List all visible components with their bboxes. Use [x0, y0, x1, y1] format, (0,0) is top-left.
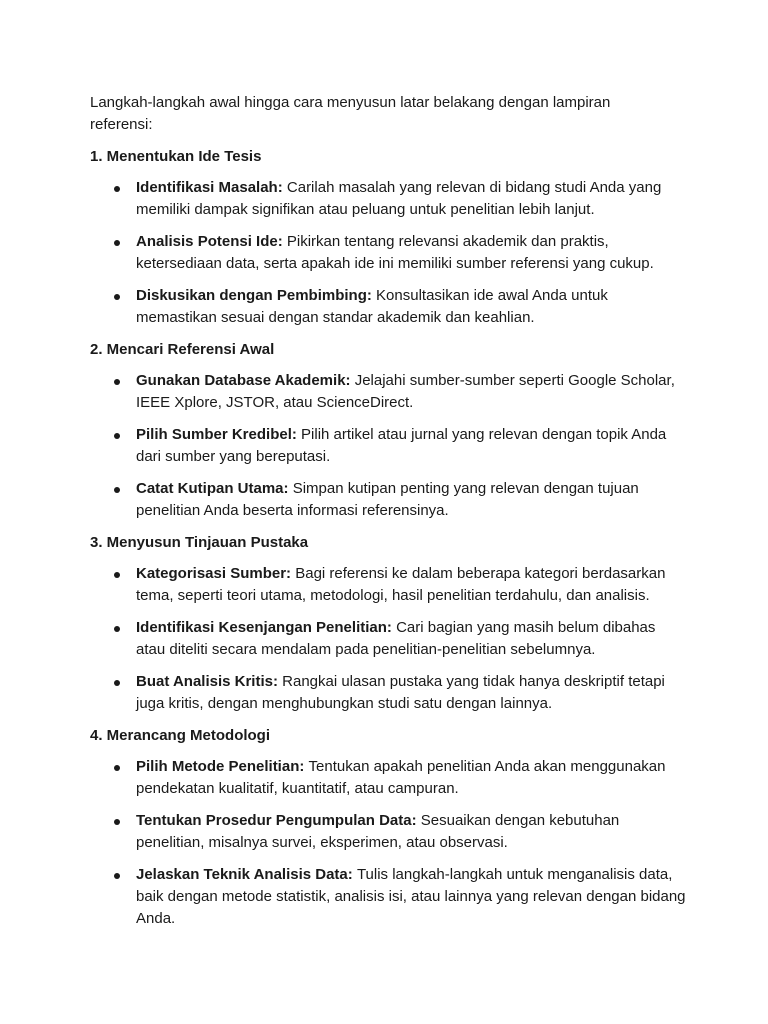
section-heading: 2. Mencari Referensi Awal [90, 341, 275, 358]
section-heading: 4. Merancang Metodologi [90, 727, 271, 744]
bullet-dot-icon [114, 294, 120, 300]
bullet-dot-icon [114, 680, 120, 686]
bullet-list [90, 177, 688, 329]
bullet-dot-icon [114, 433, 120, 439]
bullet-dot-icon [114, 873, 120, 879]
bullet-text: Bagi referensi ke dalam beberapa kategori berdasarkan tema, seperti teori utama, metodologi, hasil penelitian terdahulu, dan analisis. [136, 565, 666, 604]
bullet-text: Rangkai ulasan pustaka yang tidak hanya deskriptif tetapi juga kritis, dengan menghubungkan studi satu dengan lainnya. [136, 673, 665, 712]
bullet-list [90, 756, 688, 930]
section-1 [90, 146, 688, 329]
bullet-text: Tulis langkah-langkah untuk menganalisis data, baik dengan metode statistik, analisis isi, atau lainnya yang relevan dengan bidang Anda. [136, 866, 686, 927]
bullet-term: Pilih Sumber Kredibel: [136, 426, 302, 443]
bullet-term: Gunakan Database Akademik: [136, 372, 355, 389]
bullet-term: Catat Kutipan Utama: [136, 480, 293, 497]
list-item [90, 563, 688, 607]
bullet-text: Pilih artikel atau jurnal yang relevan dengan topik Anda dari sumber yang bereputasi. [136, 426, 667, 465]
bullet-dot-icon [114, 765, 120, 771]
bullet-text: Pikirkan tentang relevansi akademik dan praktis, ketersediaan data, serta apakah ide ini memiliki sumber referensi yang cukup. [136, 233, 654, 272]
section-heading: 1. Menentukan Ide Tesis [90, 148, 262, 165]
list-item [90, 671, 688, 715]
bullet-dot-icon [114, 572, 120, 578]
list-item [90, 424, 688, 468]
bullet-dot-icon [114, 819, 120, 825]
bullet-term: Jelaskan Teknik Analisis Data: [136, 866, 357, 883]
bullet-term: Diskusikan dengan Pembimbing: [136, 287, 377, 304]
bullet-term: Buat Analisis Kritis: [136, 673, 283, 690]
section-3 [90, 532, 688, 715]
section-heading: 3. Menyusun Tinjauan Pustaka [90, 534, 309, 551]
bullet-list [90, 370, 688, 522]
bullet-dot-icon [114, 240, 120, 246]
list-item [90, 285, 688, 329]
bullet-text: Jelajahi sumber-sumber seperti Google Scholar, IEEE Xplore, JSTOR, atau ScienceDirect. [136, 372, 675, 411]
section-2 [90, 339, 688, 522]
list-item [90, 370, 688, 414]
bullet-dot-icon [114, 186, 120, 192]
bullet-dot-icon [114, 379, 120, 385]
bullet-dot-icon [114, 626, 120, 632]
list-item [90, 177, 688, 221]
bullet-text: Carilah masalah yang relevan di bidang studi Anda yang memiliki dampak signifikan atau peluang untuk penelitian lebih lanjut. [136, 179, 662, 218]
list-item [90, 810, 688, 854]
list-item [90, 231, 688, 275]
bullet-term: Identifikasi Kesenjangan Penelitian: [136, 619, 397, 636]
list-item [90, 478, 688, 522]
bullet-term: Identifikasi Masalah: [136, 179, 287, 196]
bullet-text: Konsultasikan ide awal Anda untuk memastikan sesuai dengan standar akademik dan keahlian. [136, 287, 608, 326]
bullet-term: Kategorisasi Sumber: [136, 565, 296, 582]
bullet-text: Simpan kutipan penting yang relevan dengan tujuan penelitian Anda beserta informasi referensinya. [136, 480, 639, 519]
bullet-dot-icon [114, 487, 120, 493]
section-4 [90, 725, 688, 930]
bullet-text: Tentukan apakah penelitian Anda akan menggunakan pendekatan kualitatif, kuantitatif, atau campuran. [136, 758, 666, 797]
bullet-term: Pilih Metode Penelitian: [136, 758, 309, 775]
bullet-text: Sesuaikan dengan kebutuhan penelitian, misalnya survei, eksperimen, atau observasi. [136, 812, 620, 851]
bullet-term: Tentukan Prosedur Pengumpulan Data: [136, 812, 421, 829]
bullet-term: Analisis Potensi Ide: [136, 233, 287, 250]
bullet-text: Cari bagian yang masih belum dibahas atau diteliti secara mendalam pada penelitian-penelitian sebelumnya. [136, 619, 656, 658]
list-item [90, 617, 688, 661]
bullet-list [90, 563, 688, 715]
intro-paragraph: Langkah-langkah awal hingga cara menyusun latar belakang dengan lampiran referensi: [90, 94, 611, 133]
list-item [90, 756, 688, 800]
list-item [90, 864, 688, 930]
